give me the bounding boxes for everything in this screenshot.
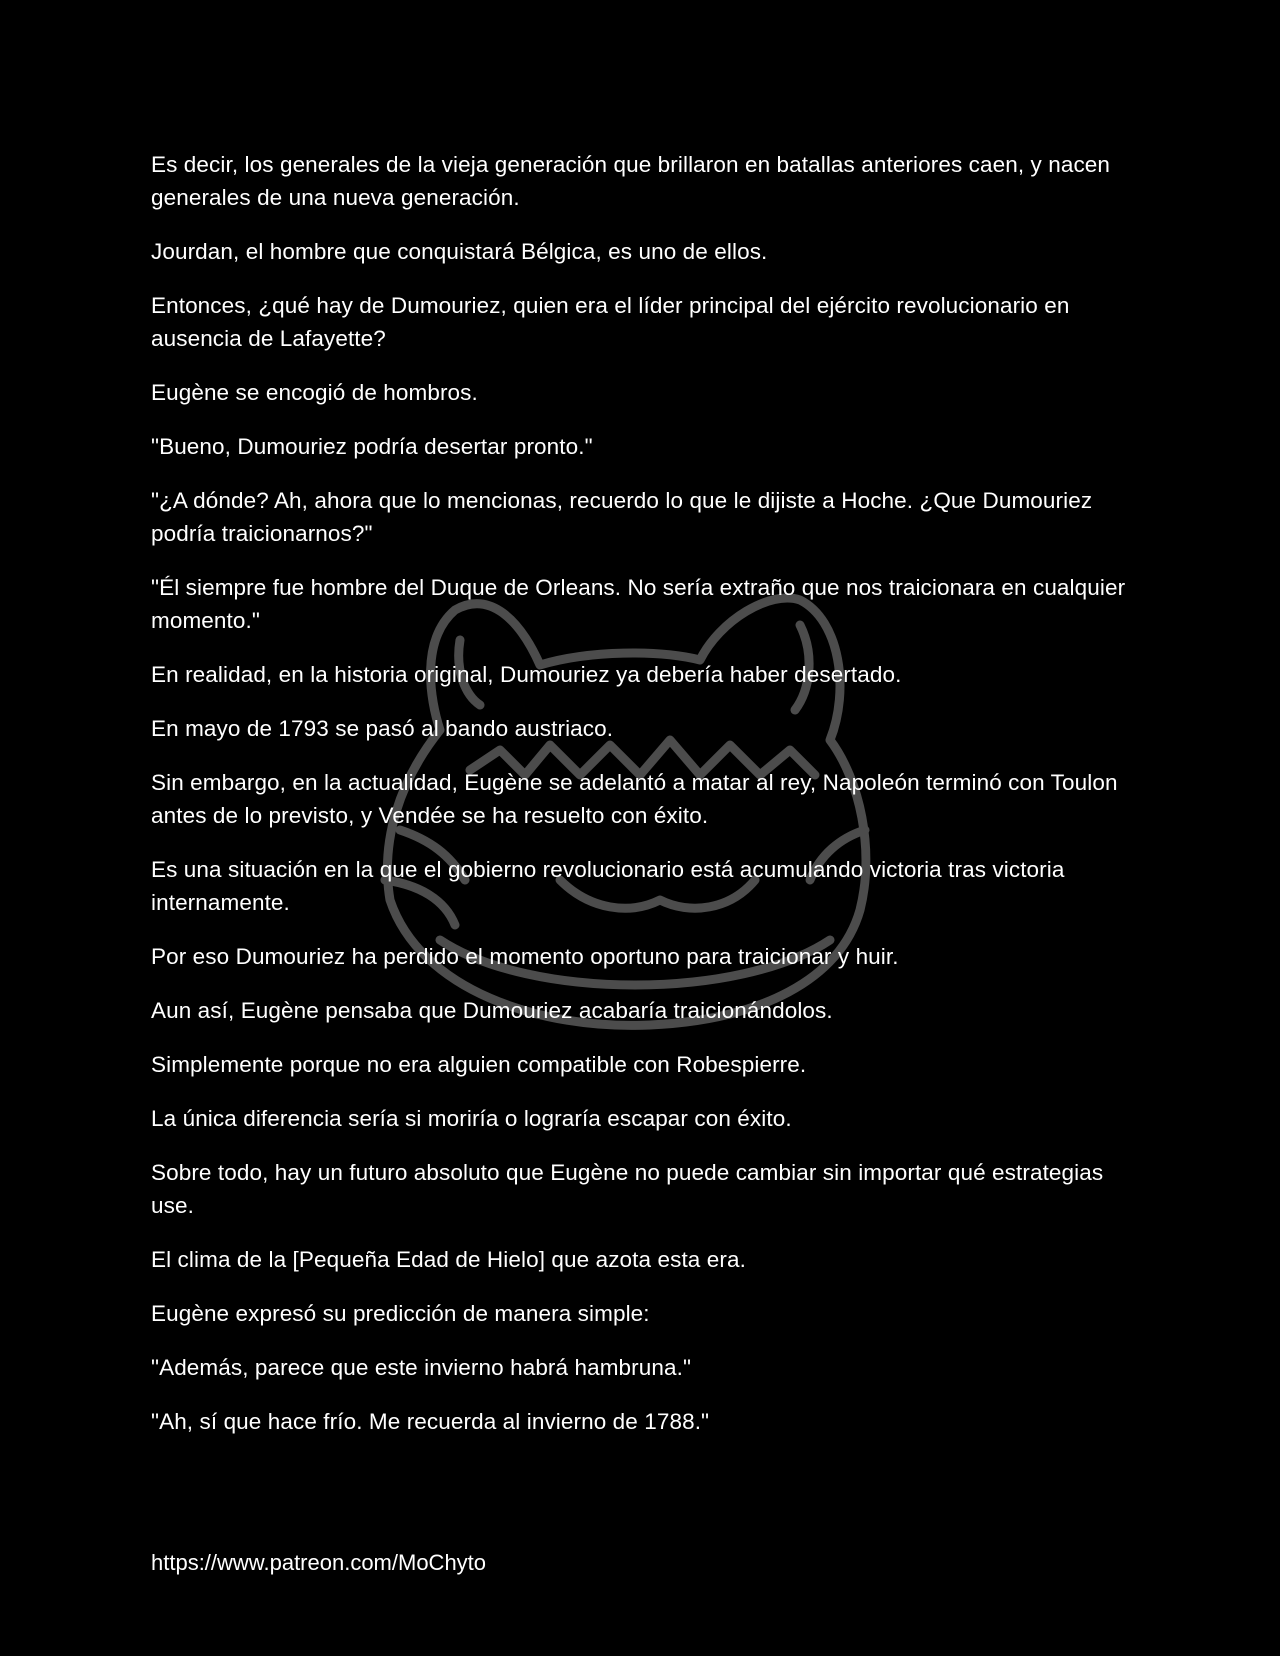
paragraph: Eugène expresó su predicción de manera simple: bbox=[151, 1301, 650, 1326]
paragraph: "Además, parece que este invierno habrá hambruna." bbox=[151, 1355, 692, 1380]
paragraph: El clima de la [Pequeña Edad de Hielo] que azota esta era. bbox=[151, 1247, 746, 1272]
paragraph: La única diferencia sería si moriría o lograría escapar con éxito. bbox=[151, 1106, 792, 1131]
paragraph: Sobre todo, hay un futuro absoluto que Eugène no puede cambiar sin importar qué estrategias use. bbox=[151, 1160, 1104, 1218]
paragraph: "Ah, sí que hace frío. Me recuerda al invierno de 1788." bbox=[151, 1409, 710, 1434]
paragraph: "¿A dónde? Ah, ahora que lo mencionas, recuerdo lo que le dijiste a Hoche. ¿Que Dumouriez podría traicionarnos?" bbox=[151, 488, 1093, 546]
paragraph: Jourdan, el hombre que conquistará Bélgica, es uno de ellos. bbox=[151, 239, 768, 264]
paragraph: Es una situación en la que el gobierno revolucionario está acumulando victoria tras victoria internamente. bbox=[151, 857, 1065, 915]
paragraph: Es decir, los generales de la vieja generación que brillaron en batallas anteriores caen, y nacen generales de una nueva generación. bbox=[151, 152, 1111, 210]
paragraph: Entonces, ¿qué hay de Dumouriez, quien era el líder principal del ejército revolucionario en ausencia de Lafayette? bbox=[151, 293, 1070, 351]
paragraph: En realidad, en la historia original, Dumouriez ya debería haber desertado. bbox=[151, 662, 902, 687]
paragraph: "Bueno, Dumouriez podría desertar pronto." bbox=[151, 434, 593, 459]
patreon-link[interactable]: https://www.patreon.com/MoChyto bbox=[151, 1550, 487, 1575]
paragraph: Sin embargo, en la actualidad, Eugène se adelantó a matar al rey, Napoleón terminó con Toulon antes de lo previsto, y Vendée se ha resuelto con éxito. bbox=[151, 770, 1118, 828]
document-body bbox=[151, 148, 1141, 1459]
paragraph: En mayo de 1793 se pasó al bando austriaco. bbox=[151, 716, 614, 741]
paragraph: Por eso Dumouriez ha perdido el momento oportuno para traicionar y huir. bbox=[151, 944, 899, 969]
paragraph: "Él siempre fue hombre del Duque de Orleans. No sería extraño que nos traicionara en cualquier momento." bbox=[151, 575, 1126, 633]
paragraph: Simplemente porque no era alguien compatible con Robespierre. bbox=[151, 1052, 807, 1077]
paragraph: Eugène se encogió de hombros. bbox=[151, 380, 478, 405]
paragraph: Aun así, Eugène pensaba que Dumouriez acabaría traicionándolos. bbox=[151, 998, 833, 1023]
